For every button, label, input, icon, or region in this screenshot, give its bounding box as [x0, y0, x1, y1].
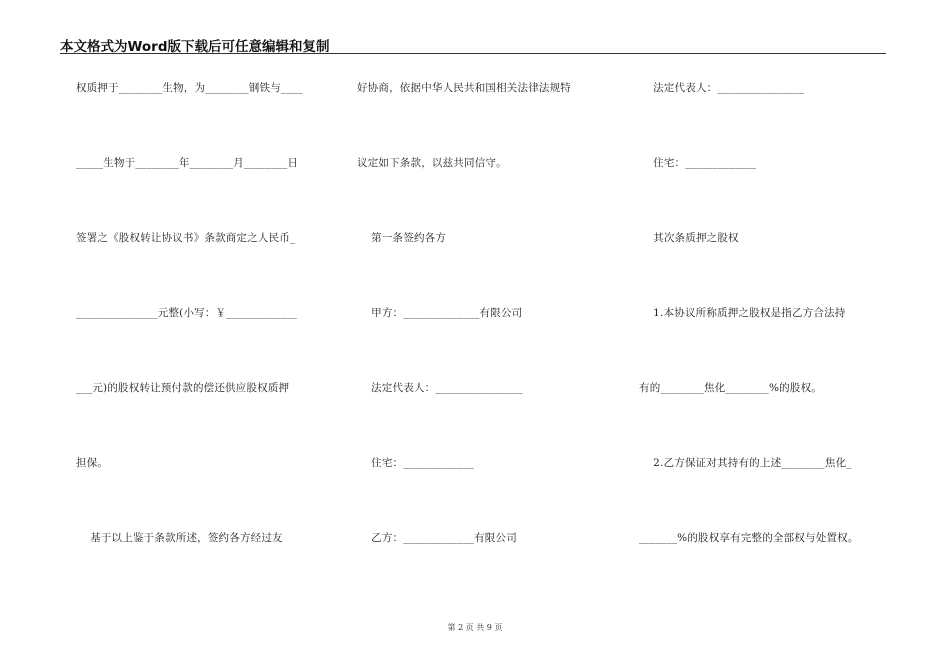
- col3-line: 住宅：_____________: [639, 157, 757, 169]
- col3-line: 有的________焦化________%的股权。: [639, 382, 822, 394]
- col1-line: ___元)的股权转让预付款的偿还供应股权质押: [76, 382, 290, 394]
- col3-line: _______%的股权享有完整的全部权与处置权。: [639, 532, 859, 544]
- header-title: 本文格式为Word版下载后可任意编辑和复制: [60, 39, 330, 55]
- col2-line: 好协商，依据中华人民共和国相关法律法规特: [357, 82, 571, 94]
- col3-line: 其次条质押之股权: [639, 232, 739, 244]
- page-header: [60, 33, 886, 54]
- col2-line: 乙方：_____________有限公司: [357, 532, 517, 544]
- col1-line: _____生物于________年________月________日: [76, 157, 299, 169]
- col1-line: 担保。: [76, 457, 109, 469]
- col2-line: 第一条签约各方: [357, 232, 447, 244]
- col2-line: 法定代表人：________________: [357, 382, 523, 394]
- col2-line: 议定如下条款，以兹共同信守。: [357, 157, 507, 169]
- col1-line: _______________元整(小写：￥_____________: [76, 307, 298, 319]
- col2-line: 甲方：______________有限公司: [357, 307, 523, 319]
- col3-line: 法定代表人：________________: [639, 82, 805, 94]
- col1-line: 基于以上鉴于条款所述，签约各方经过友: [76, 532, 283, 544]
- col2-line: 住宅：_____________: [357, 457, 475, 469]
- col3-line: 1.本协议所称质押之股权是指乙方合法持: [639, 307, 846, 319]
- col3-line: 2.乙方保证对其持有的上述________焦化_: [639, 457, 852, 469]
- page-number: 第 2 页 共 9 页: [447, 623, 503, 632]
- col1-line: 权质押于________生物，为________钢铁与____: [76, 82, 303, 94]
- col1-line: 签署之《股权转让协议书》条款商定之人民币_: [76, 232, 296, 244]
